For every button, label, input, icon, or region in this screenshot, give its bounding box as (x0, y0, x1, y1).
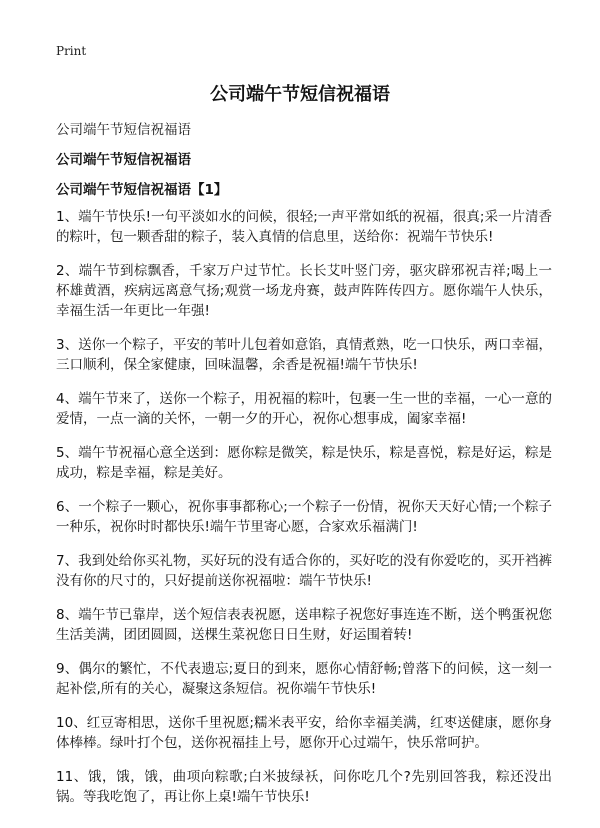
list-item: 11、饿，饿，饿，曲项向粽歌;白米披绿袄，问你吃几个?先别回答我，粽还没出锅。等我吃饱了，再让你上桌!端午节快乐! (56, 769, 552, 805)
list-item: 4、端午节来了，送你一个粽子，用祝福的粽叶，包裹一生一世的幸福，一心一意的爱情，一点一滴的关怀，一朝一夕的开心，祝你心想事成，阖家幸福! (56, 391, 552, 427)
document-heading: 公司端午节短信祝福语 (56, 152, 191, 168)
print-link[interactable]: Print (56, 44, 87, 58)
list-item: 7、我到处给你买礼物，买好玩的没有适合你的，买好吃的没有你爱吃的，买开裆裤没有你的尺寸的，只好提前送你祝福啦：端午节快乐! (56, 553, 552, 589)
list-item: 9、偶尔的繁忙，不代表遗忘;夏日的到来，愿你心情舒畅;曾落下的问候，这一刻一起补偿,所有的关心，凝聚这条短信。祝你端午节快乐! (56, 661, 552, 697)
section-heading: 公司端午节短信祝福语【1】 (56, 182, 228, 198)
list-item: 6、一个粽子一颗心，祝你事事都称心;一个粽子一份情，祝你天天好心情;一个粽子一种乐，祝你时时都快乐!端午节里寄心愿，合家欢乐福满门! (56, 499, 552, 535)
list-item: 10、红豆寄相思，送你千里祝愿;糯米表平安，给你幸福美满，红枣送健康，愿你身体棒棒。绿叶打个包，送你祝福挂上号，愿你开心过端午，快乐常呵护。 (56, 715, 552, 751)
list-item: 3、送你一个粽子，平安的苇叶儿包着如意馅，真情煮熟，吃一口快乐，两口幸福，三口顺利，保全家健康，回味温馨，余香是祝福!端午节快乐! (56, 337, 552, 373)
list-item: 2、端午节到棕飘香，千家万户过节忙。长长艾叶竖门旁，驱灾辟邪祝吉祥;喝上一杯雄黄酒，疾病远离意气扬;观赏一场龙舟赛，鼓声阵阵传四方。愿你端午人快乐，幸福生活一年更比一年强! (56, 263, 552, 319)
page-title: 公司端午节短信祝福语 (210, 84, 390, 105)
list-item: 5、端午节祝福心意全送到：愿你粽是微笑，粽是快乐，粽是喜悦，粽是好运，粽是成功，粽是幸福，粽是美好。 (56, 445, 552, 481)
list-item: 8、端午节已靠岸，送个短信表表祝愿，送串粽子祝您好事连连不断，送个鸭蛋祝您生活美满，团团圆圆，送棵生菜祝您日日生财，好运围着转! (56, 607, 552, 643)
list-item: 1、端午节快乐!一句平淡如水的问候，很轻;一声平常如纸的祝福，很真;采一片清香的粽叶，包一颗香甜的粽子，装入真情的信息里，送给你：祝端午节快乐! (56, 209, 552, 245)
message-list (56, 207, 552, 821)
document-subtitle: 公司端午节短信祝福语 (56, 122, 191, 138)
